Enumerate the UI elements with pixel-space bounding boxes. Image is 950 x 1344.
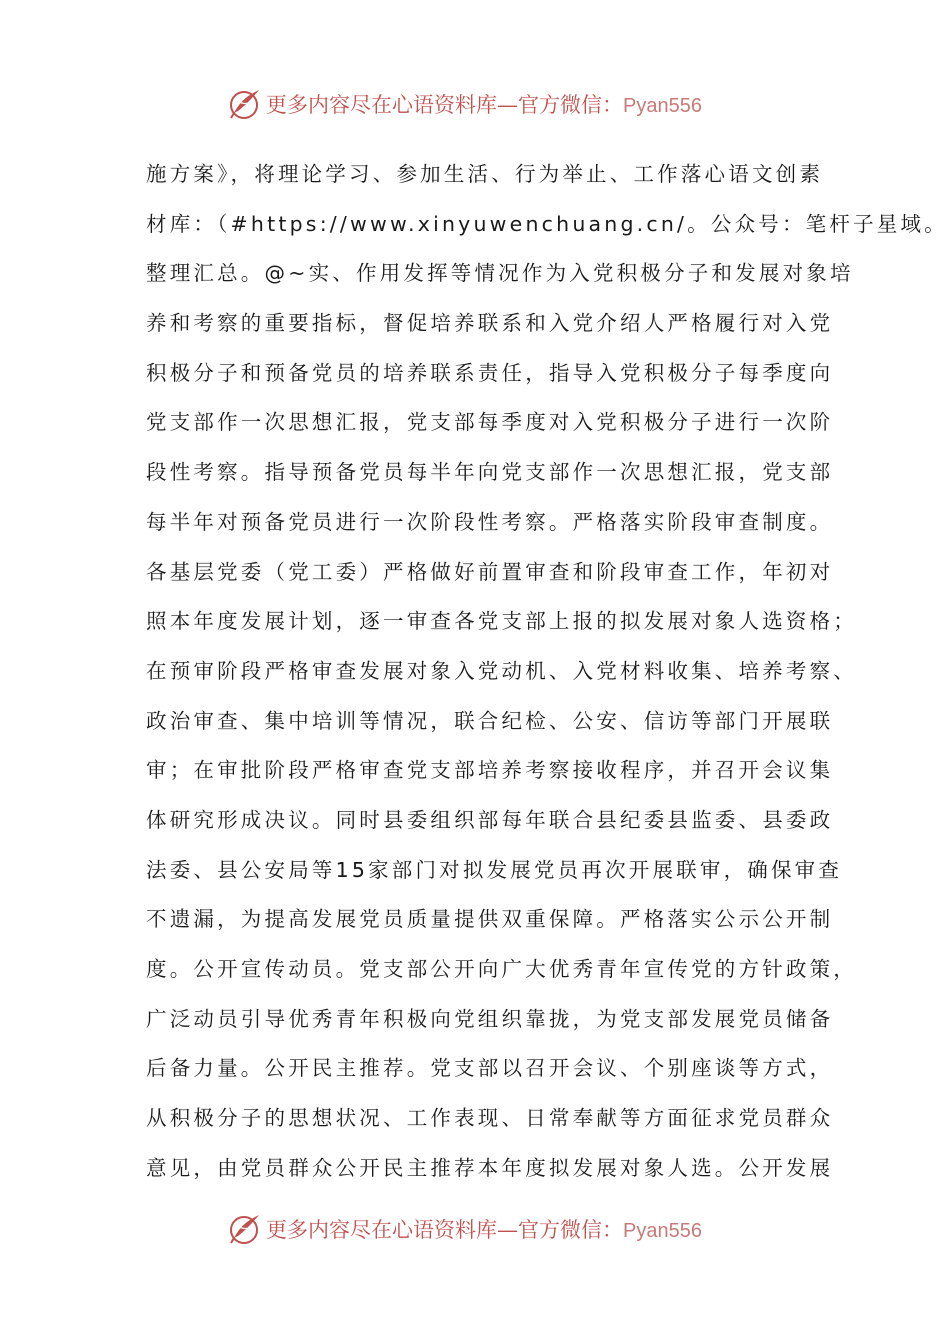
text-line: 照本年度发展计划，逐一审查各党支部上报的拟发展对象人选资格； [146, 609, 857, 634]
text-line: 在预审阶段严格审查发展对象入党动机、入党材料收集、培养考察、 [146, 658, 857, 683]
text-line: 积极分子和预备党员的培养联系责任，指导入党积极分子每季度向 [146, 360, 834, 385]
text-line: 从积极分子的思想状况、工作表现、日常奉献等方面征求党员群众 [146, 1106, 834, 1131]
text-line: 广泛动员引导优秀青年积极向党组织靠拢，为党支部发展党员储备 [146, 1006, 834, 1031]
text-line: 段性考察。指导预备党员每半年向党支部作一次思想汇报，党支部 [146, 460, 834, 485]
text-line: 不遗漏，为提高发展党员质量提供双重保障。严格落实公示公开制 [146, 907, 834, 932]
banner-wechat-id: Pyan556 [623, 95, 702, 117]
body-text [146, 150, 948, 1193]
header-banner [228, 84, 728, 124]
text-line: 度。公开宣传动员。党支部公开向广大优秀青年宣传党的方针政策， [146, 957, 857, 981]
text-line: 整理汇总。@~实、作用发挥等情况作为入党积极分子和发展对象培 [146, 261, 854, 286]
text-line: 各基层党委（党工委）严格做好前置审查和阶段审查工作，年初对 [146, 559, 834, 584]
text-line: 意见，由党员群众公开民主推荐本年度拟发展对象人选。公开发展 [146, 1155, 834, 1180]
text-line: 养和考察的重要指标，督促培养联系和入党介绍人严格履行对入党 [146, 311, 834, 336]
text-line: 每半年对预备党员进行一次阶段性考察。严格落实阶段审查制度。 [146, 509, 834, 534]
text-line: 政治审查、集中培训等情况，联合纪检、公安、信访等部门开展联 [146, 708, 834, 733]
text-line: 材库：（#https://www.xinyuwenchuang.cn/。公众号：笔杆子星域。 [146, 211, 948, 236]
quill-pen-logo-icon [228, 87, 262, 121]
text-line: 审；在审批阶段严格审查党支部培养考察接收程序，并召开会议集 [146, 758, 834, 783]
text-line: 体研究形成决议。同时县委组织部每年联合县纪委县监委、县委政 [146, 807, 834, 832]
banner-text: 更多内容尽在心语资料库—官方微信：Pyan556 [266, 93, 702, 117]
text-line: 施方案》，将理论学习、参加生活、行为举止、工作落心语文创素 [146, 162, 824, 186]
text-line: 后备力量。公开民主推荐。党支部以召开会议、个别座谈等方式， [146, 1056, 834, 1081]
text-line: 法委、县公安局等15家部门对拟发展党员再次开展联审，确保审查 [146, 857, 843, 882]
text-line: 党支部作一次思想汇报，党支部每季度对入党积极分子进行一次阶 [146, 410, 834, 435]
banner-wechat-id: Pyan556 [623, 1220, 702, 1242]
quill-pen-logo-icon [228, 1212, 262, 1246]
banner-text: 更多内容尽在心语资料库—官方微信：Pyan556 [266, 1218, 702, 1242]
footer-banner [228, 1209, 728, 1249]
